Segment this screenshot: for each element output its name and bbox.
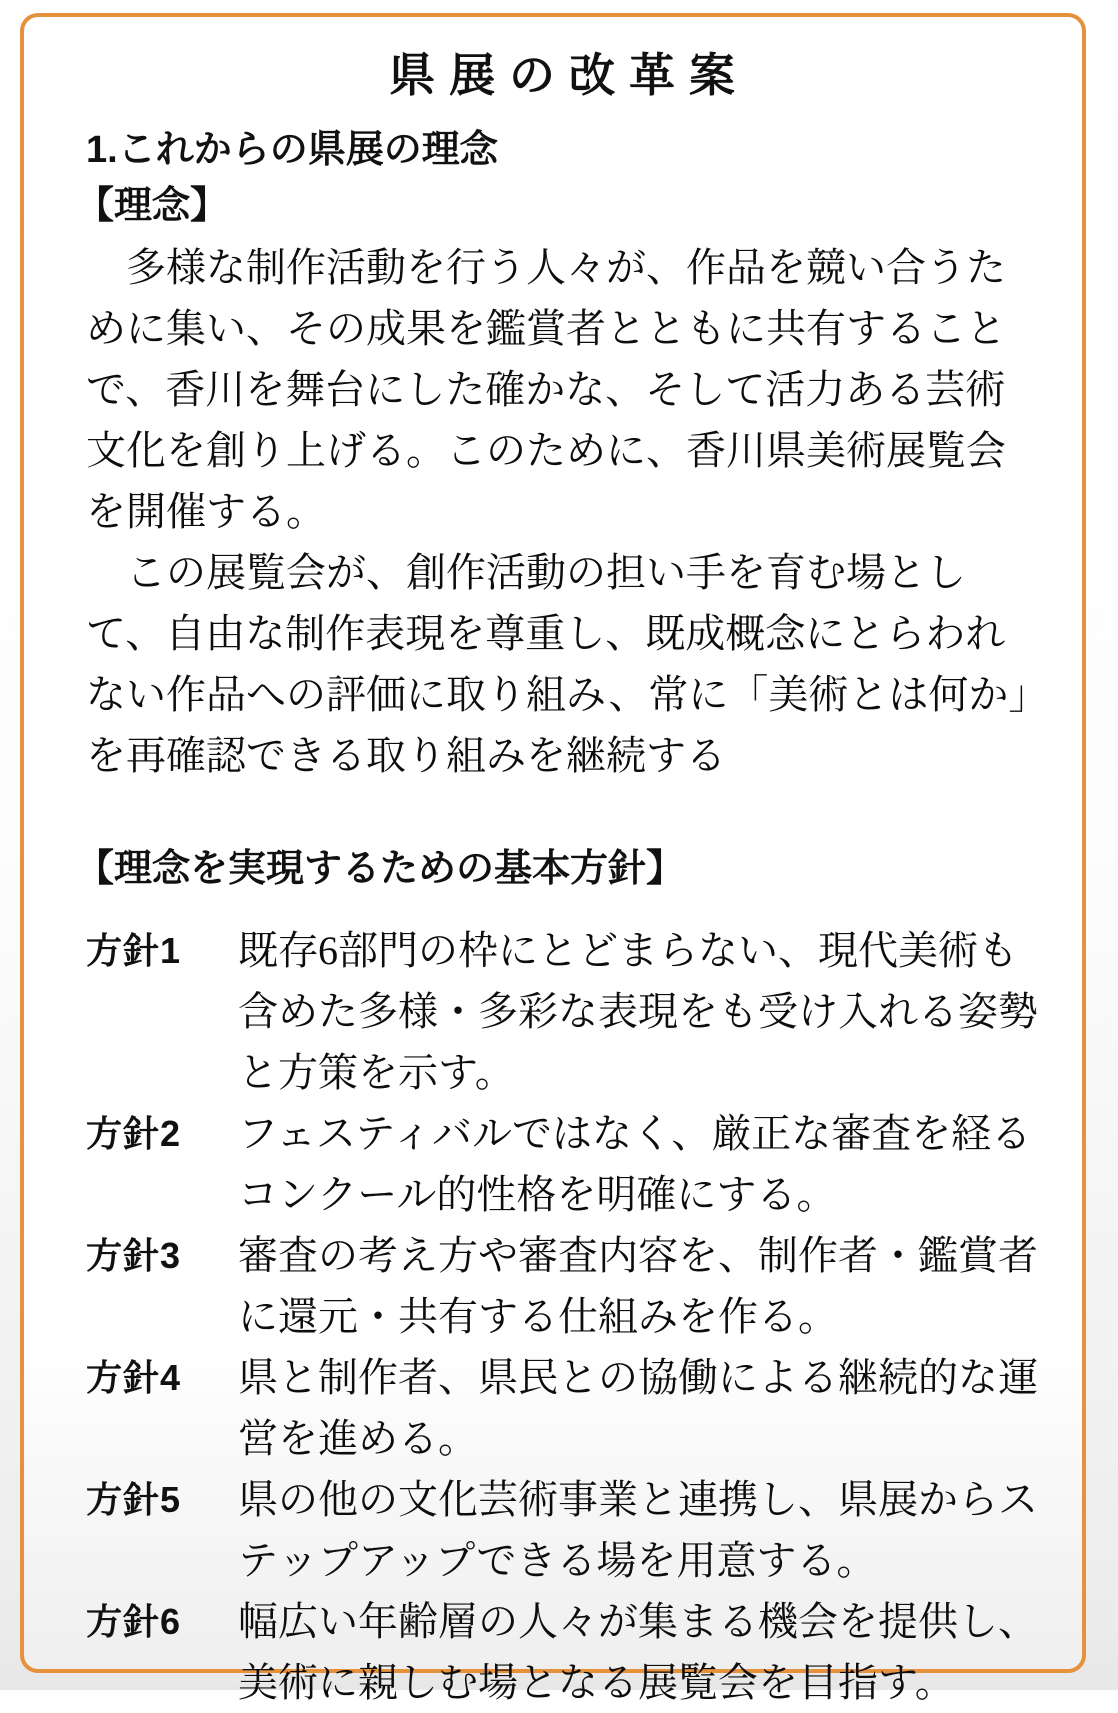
policy-text-4: 県と制作者、県民との協働による継続的な運営を進める。: [238, 1355, 1038, 1461]
policy-text-1: 既存6部門の枠にとどまらない、現代美術も含めた多様・多彩な表現をも受け入れる姿勢と方策を示す。: [238, 928, 1038, 1095]
policy-item-1: [86, 920, 1038, 1103]
policy-item-3: [86, 1225, 1038, 1347]
policy-label-2: 方針2: [86, 1113, 182, 1154]
policy-item-2: [86, 1103, 1038, 1225]
policy-label-5: 方針5: [86, 1479, 182, 1520]
policy-item-5: [86, 1469, 1038, 1591]
reform-proposal-card: [20, 13, 1086, 1705]
policy-item-6: [86, 1591, 1038, 1713]
policy-label-1: 方針1: [86, 930, 182, 971]
policy-item-4: [86, 1347, 1038, 1469]
policy-label-3: 方針3: [86, 1235, 182, 1276]
section-heading-ideals: 1.これからの県展の理念: [86, 129, 498, 171]
page-title: 県展の改革案: [389, 49, 749, 101]
policy-text-3: 審査の考え方や審査内容を、制作者・鑑賞者に還元・共有する仕組みを作る。: [238, 1233, 1038, 1339]
principle-paragraph-2: この展覧会が、創作活動の担い手を育む場として、自由な制作表現を尊重し、既成概念にとらわれない作品への評価に取り組み、常に「美術とは何か」を再確認できる取り組みを継続する: [86, 550, 1029, 778]
policy-text-5: 県の他の文化芸術事業と連携し、県展からステップアップできる場を用意する。: [238, 1477, 1038, 1583]
policy-text-6: 幅広い年齢層の人々が集まる機会を提供し、美術に親しむ場となる展覧会を目指す。: [238, 1599, 1038, 1705]
policy-label-6: 方針6: [86, 1601, 182, 1642]
principle-heading: 【理念】: [76, 185, 229, 227]
principle-body: [86, 237, 1038, 786]
principle-paragraph-1: 多様な制作活動を行う人々が、作品を競い合うために集い、その成果を鑑賞者とともに共有することで、香川を舞台にした確かな、そして活力ある芸術文化を創り上げる。このために、香川県美術展覧会を開催する。: [86, 245, 1006, 534]
policy-text-2: フェスティバルではなく、厳正な審査を経るコンクール的性格を明確にする。: [238, 1111, 1032, 1217]
basic-policies-list: [86, 920, 1038, 1713]
basic-policies-heading: 【理念を実現するための基本方針】: [76, 848, 685, 890]
policy-label-4: 方針4: [86, 1357, 182, 1398]
